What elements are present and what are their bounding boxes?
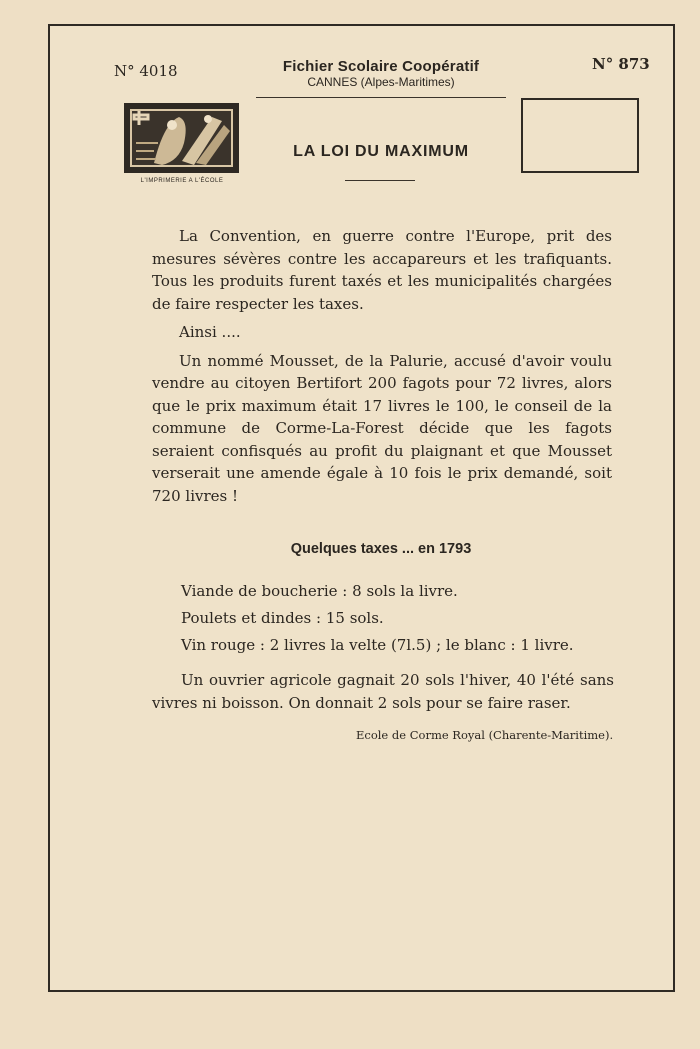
body-text — [152, 225, 612, 513]
taxes-title: Quelques taxes ... en 1793 — [290, 541, 472, 557]
publisher-name: Fichier Scolaire Coopératif — [282, 58, 480, 75]
card-number-left: N° 4018 — [114, 62, 178, 80]
title-rule — [345, 180, 415, 181]
logo-caption: L'IMPRIMERIE A L'ÉCOLE — [140, 178, 224, 184]
paragraph-1: La Convention, en guerre contre l'Europe, prit des mesures sévères contre les accapareurs et les trafiquants. Tous les produits furent taxés et les municipalités chargées de faire respecter les taxes. — [152, 227, 612, 313]
publisher-header — [256, 58, 506, 89]
closing-text — [152, 669, 614, 714]
card-number-right: N° 873 — [592, 55, 650, 73]
signature: Ecole de Corme Royal (Charente-Maritime). — [356, 728, 614, 742]
tax-item-wine: Vin rouge : 2 livres la velte (7l.5) ; le blanc : 1 livre. — [181, 636, 574, 654]
paragraph-3: Un nommé Mousset, de la Palurie, accusé d'avoir voulu vendre au citoyen Bertifort 200 fagots pour 72 livres, alors que le prix maximum était 17 livres le 100, le conseil de la commune de Corme-La-Forest décide que les fagots seraient confisqués au profit du plaignant et que Mousset verserait une amende égale à 10 fois le prix demandé, soit 720 livres ! — [152, 351, 612, 505]
header-rule — [256, 97, 506, 98]
paragraph-2: Ainsi .... — [179, 323, 241, 341]
tax-item-meat: Viande de boucherie : 8 sols la livre. — [181, 582, 458, 600]
page-title: LA LOI DU MAXIMUM — [293, 143, 469, 160]
stamp-box — [521, 98, 639, 173]
printing-press-logo-icon — [124, 103, 239, 173]
taxes-list — [181, 578, 621, 659]
closing-paragraph: Un ouvrier agricole gagnait 20 sols l'hiver, 40 l'été sans vivres ni boisson. On donnait 2 sols pour se faire raser. — [152, 671, 614, 712]
publisher-location: CANNES (Alpes-Maritimes) — [307, 75, 455, 89]
tax-item-poultry: Poulets et dindes : 15 sols. — [181, 609, 384, 627]
